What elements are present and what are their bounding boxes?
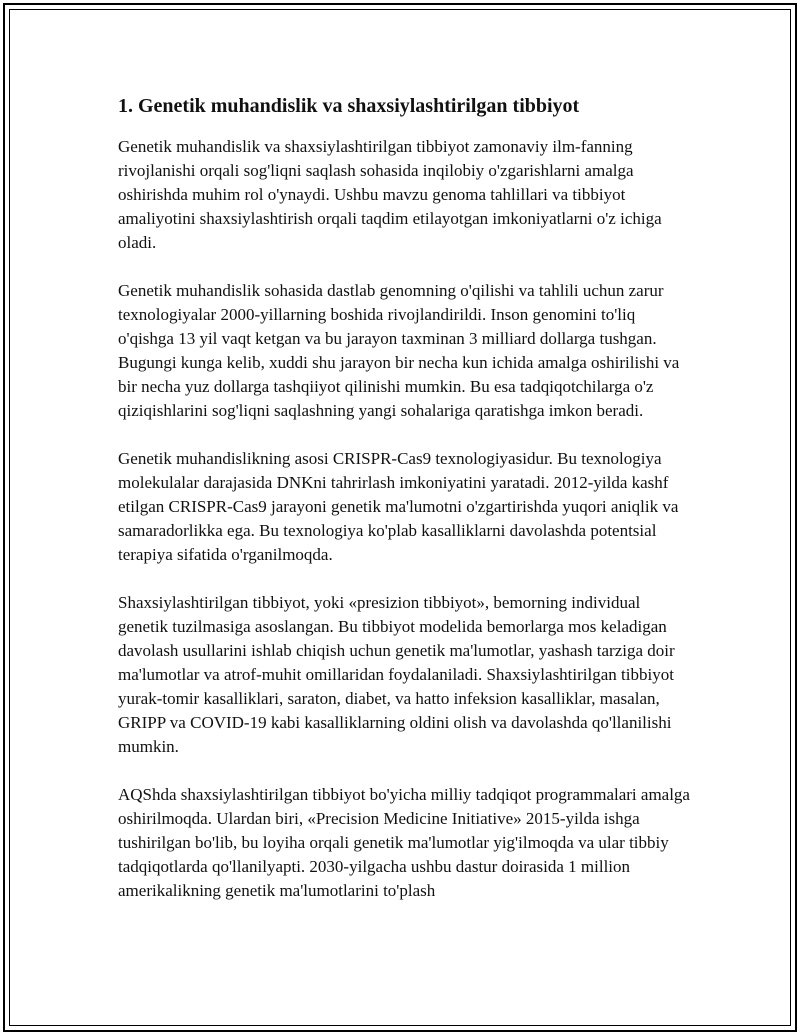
paragraph-1: Genetik muhandislik va shaxsiylashtirilgan tibbiyot zamonaviy ilm-fanning rivojlanishi orqali sog'liqni saqlash sohasida inqilobiy o'zgarishlarni amalga oshirishda muhim rol o'ynaydi. Ushbu mavzu genoma tahlillari va tibbiyot amaliyotini shaxsiylashtirish orqali taqdim etilayotgan imkoniyatlarni o'z ichiga oladi. [118,137,662,252]
section-heading: 1. Genetik muhandislik va shaxsiylashtirilgan tibbiyot [118,95,580,117]
document-body [118,93,690,927]
paragraph-5: AQShda shaxsiylashtirilgan tibbiyot bo'yicha milliy tadqiqot programmalari amalga oshirilmoqda. Ulardan biri, «Precision Medicine Initiative» 2015-yilda ishga tushirilgan bo'lib, bu loyiha orqali genetik ma'lumotlar yig'ilmoqda va ular tibbiy tadqiqotlarda qo'llanilyapti. 2030-yilgacha ushbu dastur doirasida 1 million amerikalikning genetik ma'lumotlarini to'plash [118,785,690,900]
paragraph-2: Genetik muhandislik sohasida dastlab genomning o'qilishi va tahlili uchun zarur texnologiyalar 2000-yillarning boshida rivojlandirildi. Inson genomini to'liq o'qishga 13 yil vaqt ketgan va bu jarayon taxminan 3 milliard dollarga tushgan. Bugungi kunga kelib, xuddi shu jarayon bir necha kun ichida amalga oshirilishi va bir necha yuz dollarga tashqiiyot qilinishi mumkin. Bu esa tadqiqotchilarga o'z qiziqishlarini sog'liqni saqlashning yangi sohalariga qaratishga imkon beradi. [118,281,680,420]
paragraph-3: Genetik muhandislikning asosi CRISPR-Cas9 texnologiyasidur. Bu texnologiya molekulalar darajasida DNKni tahrirlash imkoniyatini yaratadi. 2012-yilda kashf etilgan CRISPR-Cas9 jarayoni genetik ma'lumotni o'zgartirishda yuqori aniqlik va samaradorlikka ega. Bu texnologiya ko'plab kasalliklarni davolashda potentsial terapiya sifatida o'rganilmoqda. [118,449,679,564]
paragraph-4: Shaxsiylashtirilgan tibbiyot, yoki «presizion tibbiyot», bemorning individual genetik tuzilmasiga asoslangan. Bu tibbiyot modelida bemorlarga mos keladigan davolash usullarini ishlab chiqish uchun genetik ma'lumotlar, yashash tarziga doir ma'lumotlar va atrof-muhit omillaridan foydalaniladi. Shaxsiylashtirilgan tibbiyot yurak-tomir kasalliklari, saraton, diabet, va hatto infeksion kasalliklar, masalan, GRIPP va COVID-19 kabi kasalliklarning oldini olish va davolashda qo'llanilishi mumkin. [118,593,675,756]
